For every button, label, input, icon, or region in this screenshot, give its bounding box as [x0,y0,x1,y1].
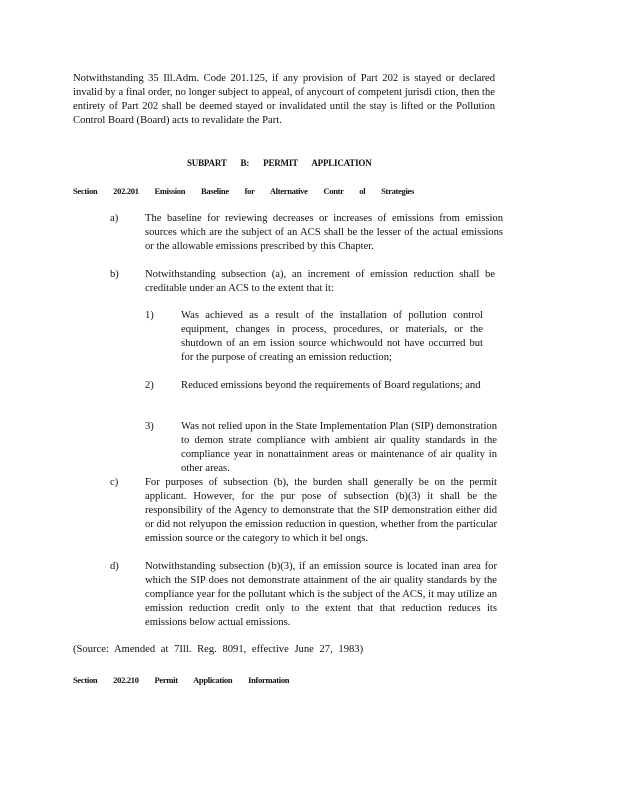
item-b-text: Notwithstanding subsection (a), an increment of emission reduction shall be creditable under an ACS to the extent that it: [145,269,495,294]
item-b1-text: Was achieved as a result of the installation of pollution control equipment, changes in process, procedures, or materials, or the shutdown of an em ission source whichwould not have occurred but for the purpose of creating an emission reduction; [181,310,483,363]
item-d-text: Notwithstanding subsection (b)(3), if an emission source is located inan area for which the SIP does not demonstrate attainment of the air quality standards by the compliance year for the pollutant which is the subject of the ACS, it may utilize an emission reduction credit only to the extent that that reduction reduces its emissions below actual emissions. [145,561,497,628]
item-b1-label: 1) [145,310,154,321]
subpart-heading: SUBPART B: PERMIT APPLICATION [187,158,372,168]
item-a-text: The baseline for reviewing decreases or increases of emissions from emission sources which are the subject of an ACS shall be the lesser of the actual emissions or the allowable emissions prescribed by this Chapter. [145,213,503,252]
item-b2-text: Reduced emissions beyond the requirements of Board regulations; and [181,380,481,391]
source-citation: (Source: Amended at 7Ill. Reg. 8091, effective June 27, 1983) [73,644,364,655]
item-c-text: For purposes of subsection (b), the burden shall generally be on the permit applicant. However, for the pur pose of subsection (b)(3) it shall be the responsibility of the Agency to demonstrate that the SIP demonstration either did or did not relyupon the emission reduction in question, whether from the particular emission source or the category to which it bel ongs. [145,477,497,544]
item-b3-label: 3) [145,421,154,432]
item-b2-label: 2) [145,380,154,391]
item-c-label: c) [110,477,119,488]
section-heading-202-201: Section 202.201 Emission Baseline for Alternative Contr ol Strategies [73,186,415,196]
intro-paragraph: Notwithstanding 35 Ill.Adm. Code 201.125, if any provision of Part 202 is stayed or declared invalid by a final order, no longer subject to appeal, of anycourt of competent jurisdi ction, then the entirety of Part 202 shall be deemed stayed or invalidated until the stay is lifted or the Pollution Control Board (Board) acts to revalidate the Part. [73,73,495,126]
item-b3-text: Was not relied upon in the State Implementation Plan (SIP) demonstration to demon strate compliance with ambient air quality standards in the compliance year in nonattainment areas or maintenance of air quality in other areas. [181,421,497,474]
section-heading-202-210: Section 202.210 Permit Application Information [73,675,290,685]
item-d-label: d) [110,561,119,572]
item-a-label: a) [110,213,119,224]
item-b-label: b) [110,269,119,280]
